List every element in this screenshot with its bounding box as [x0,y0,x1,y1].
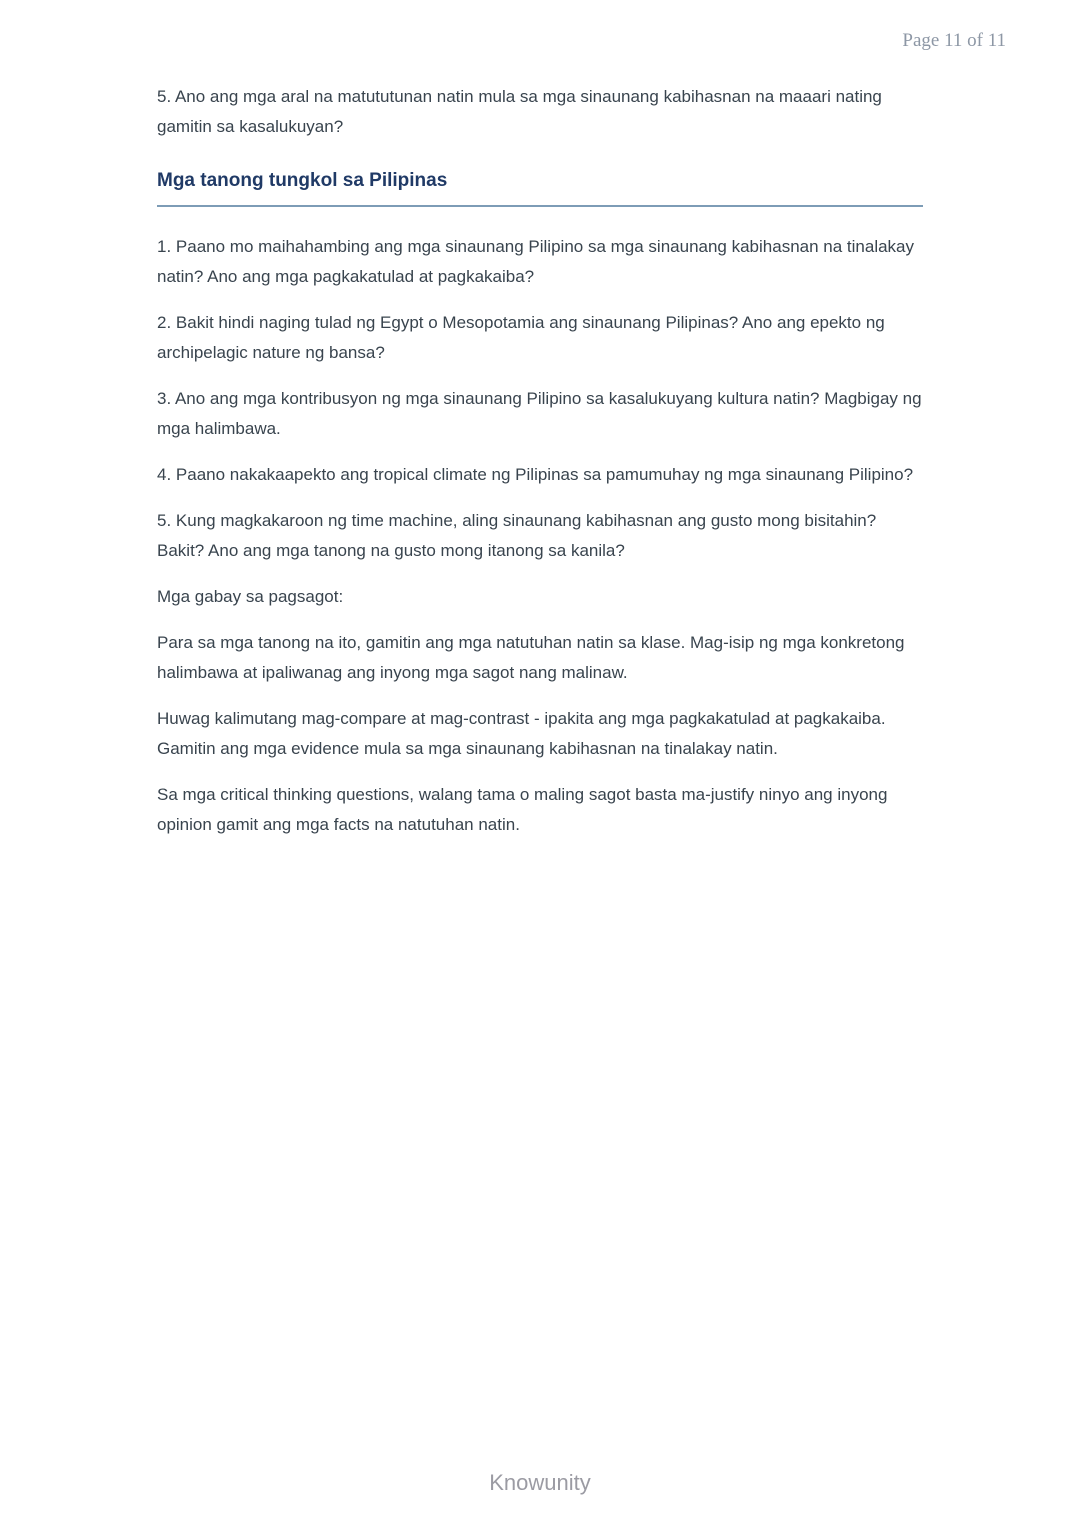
question-item-5: 5. Kung magkakaroon ng time machine, aling sinaunang kabihasnan ang gusto mong bisitahin? Bakit? Ano ang mga tanong na gusto mong itanong sa kanila? [157,511,877,560]
page-number-indicator: Page 11 of 11 [902,30,1006,51]
question-item-1: 1. Paano mo maihahambing ang mga sinaunang Pilipino sa mga sinaunang kabihasnan na tinalakay natin? Ano ang mga pagkakatulad at pagkakaiba? [157,237,915,286]
question-item-2: 2. Bakit hindi naging tulad ng Egypt o Mesopotamia ang sinaunang Pilipinas? Ano ang epekto ng archipelagic nature ng bansa? [157,313,885,362]
guide-label: Mga gabay sa pagsagot: [157,587,344,606]
guide-paragraph-1: Para sa mga tanong na ito, gamitin ang mga natutuhan natin sa klase. Mag-isip ng mga konkretong halimbawa at ipaliwanag ang inyong mga sagot nang malinaw. [157,633,905,682]
document-content [157,82,923,856]
guide-paragraph-2: Huwag kalimutang mag-compare at mag-contrast - ipakita ang mga pagkakatulad at pagkakaiba. Gamitin ang mga evidence mula sa mga sinaunang kabihasnan na tinalakay natin. [157,709,886,758]
question-item-3: 3. Ano ang mga kontribusyon ng mga sinaunang Pilipino sa kasalukuyang kultura natin? Magbigay ng mga halimbawa. [157,389,922,438]
intro-question-paragraph: 5. Ano ang mga aral na matututunan natin mula sa mga sinaunang kabihasnan na maaari nating gamitin sa kasalukuyan? [157,87,882,136]
question-item-4: 4. Paano nakakaapekto ang tropical climate ng Pilipinas sa pamumuhay ng mga sinaunang Pilipino? [157,465,914,484]
section-heading: Mga tanong tungkol sa Pilipinas [157,168,923,207]
guide-paragraph-3: Sa mga critical thinking questions, walang tama o maling sagot basta ma-justify ninyo ang inyong opinion gamit ang mga facts na natutuhan natin. [157,785,888,834]
brand-watermark: Knowunity [489,1470,591,1495]
